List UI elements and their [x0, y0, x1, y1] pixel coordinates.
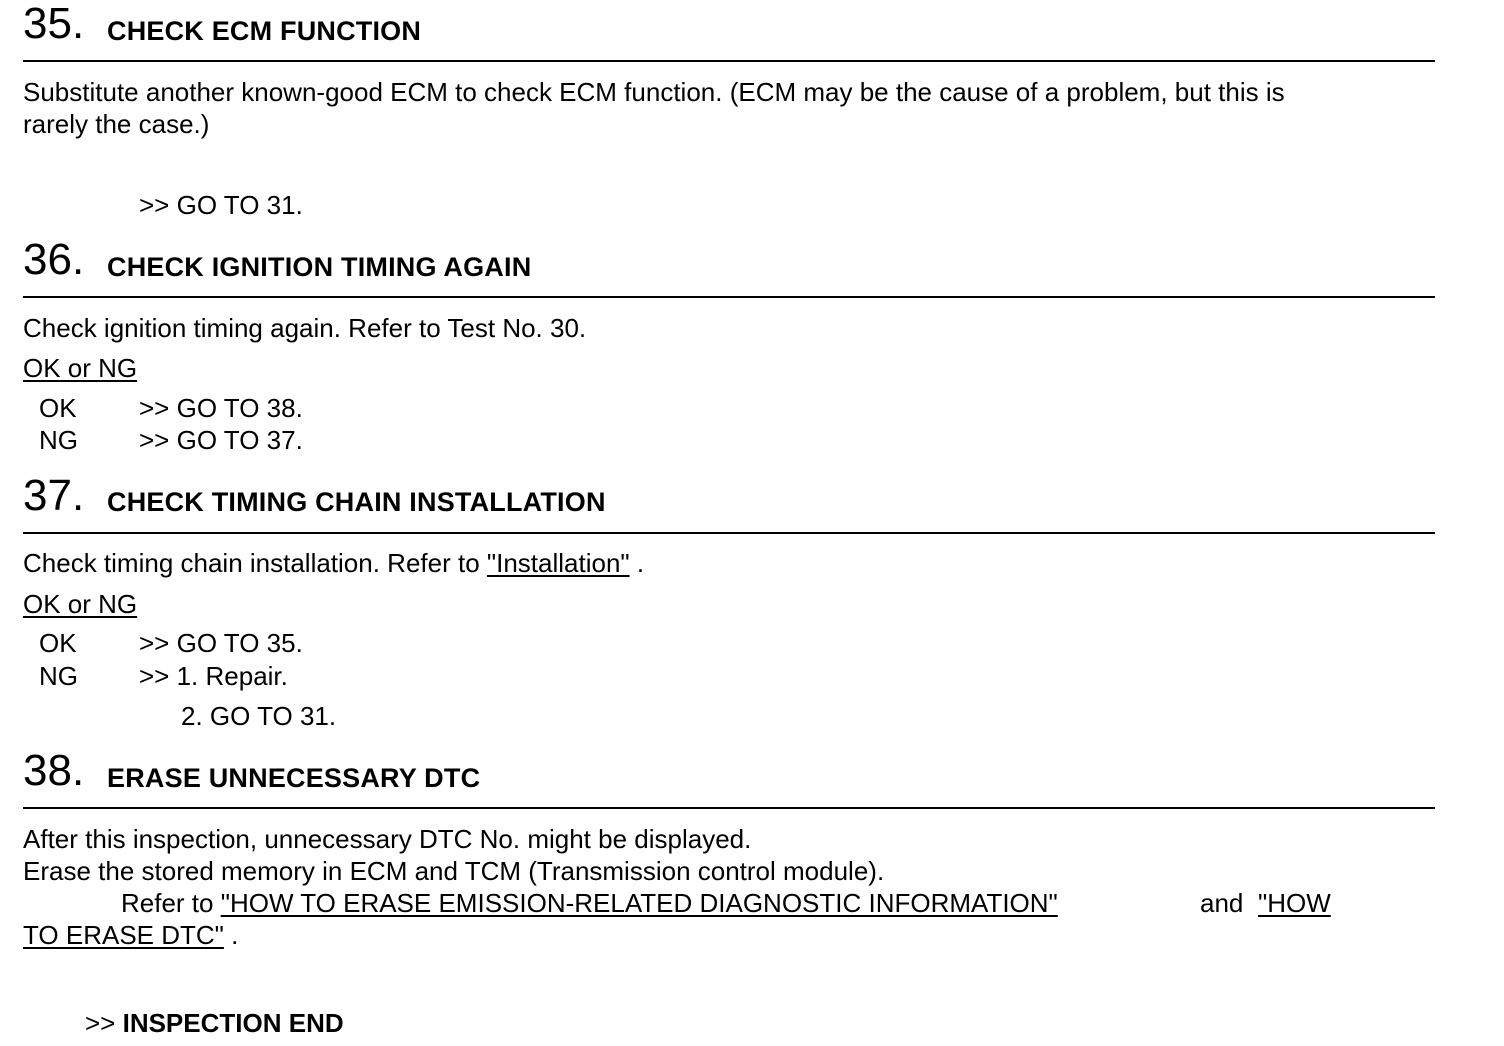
step-35-title: CHECK ECM FUNCTION: [107, 16, 422, 46]
step-38-link-2-line: [23, 920, 238, 950]
erase-emission-info-link[interactable]: "HOW TO ERASE EMISSION-RELATED DIAGNOSTIC INFORMATION": [220, 888, 1058, 918]
erase-dtc-link-part-2[interactable]: TO ERASE DTC": [23, 920, 224, 950]
step-35-number: 35.: [23, 0, 85, 48]
step-37-ok-action: >> GO TO 35.: [139, 628, 303, 658]
step-37-number: 37.: [23, 471, 85, 520]
step-38-body-line-1: After this inspection, unnecessary DTC No. might be displayed.: [23, 824, 752, 854]
step-38-refer-prefix: Refer to: [121, 888, 221, 918]
step-35-body-line-2: rarely the case.): [23, 109, 210, 139]
installation-link[interactable]: "Installation": [486, 548, 630, 578]
step-36-ok-label: OK: [39, 393, 77, 423]
erase-dtc-link-part-1[interactable]: "HOW: [1258, 888, 1331, 918]
step-37-ng-label: NG: [39, 661, 78, 691]
step-37-ng-action-2: 2. GO TO 31.: [181, 701, 337, 731]
inspection-end: [85, 1008, 344, 1038]
step-35-body-line-1: Substitute another known-good ECM to check ECM function. (ECM may be the cause of a problem, but this is: [23, 77, 1285, 107]
step-35-goto: >> GO TO 31.: [139, 190, 303, 220]
step-37-title: CHECK TIMING CHAIN INSTALLATION: [107, 487, 606, 517]
step-37-body-prefix: Check timing chain installation. Refer to: [23, 548, 487, 578]
inspection-end-prefix: >>: [85, 1008, 123, 1038]
step-38-number: 38.: [23, 746, 85, 795]
step-36-ng-label: NG: [39, 425, 78, 455]
step-37-ok-or-ng: OK or NG: [23, 589, 138, 619]
step-35-divider: [23, 60, 1435, 62]
step-36-ng-action: >> GO TO 37.: [139, 425, 303, 455]
step-36-body: Check ignition timing again. Refer to Test No. 30.: [23, 313, 587, 343]
step-38-link-2-part-1-wrap: [1258, 888, 1331, 918]
step-38-body-line-2: Erase the stored memory in ECM and TCM (Transmission control module).: [23, 856, 885, 886]
step-38-refer-line: [121, 888, 1058, 918]
step-36-title: CHECK IGNITION TIMING AGAIN: [107, 252, 532, 282]
step-36-divider: [23, 296, 1435, 298]
step-36-number: 36.: [23, 235, 85, 284]
step-38-and-text: and: [1200, 888, 1244, 918]
step-37-body-suffix: .: [629, 548, 645, 578]
step-37-divider: [23, 532, 1435, 534]
step-36-ok-or-ng: OK or NG: [23, 353, 138, 383]
step-37-body: [23, 548, 644, 578]
step-37-ok-label: OK: [39, 628, 77, 658]
step-38-refer-suffix: .: [223, 920, 239, 950]
inspection-end-text: INSPECTION END: [122, 1008, 344, 1038]
step-36-ok-action: >> GO TO 38.: [139, 393, 303, 423]
step-38-divider: [23, 807, 1435, 809]
step-38-title: ERASE UNNECESSARY DTC: [107, 763, 481, 793]
step-37-ng-action: >> 1. Repair.: [139, 661, 288, 691]
